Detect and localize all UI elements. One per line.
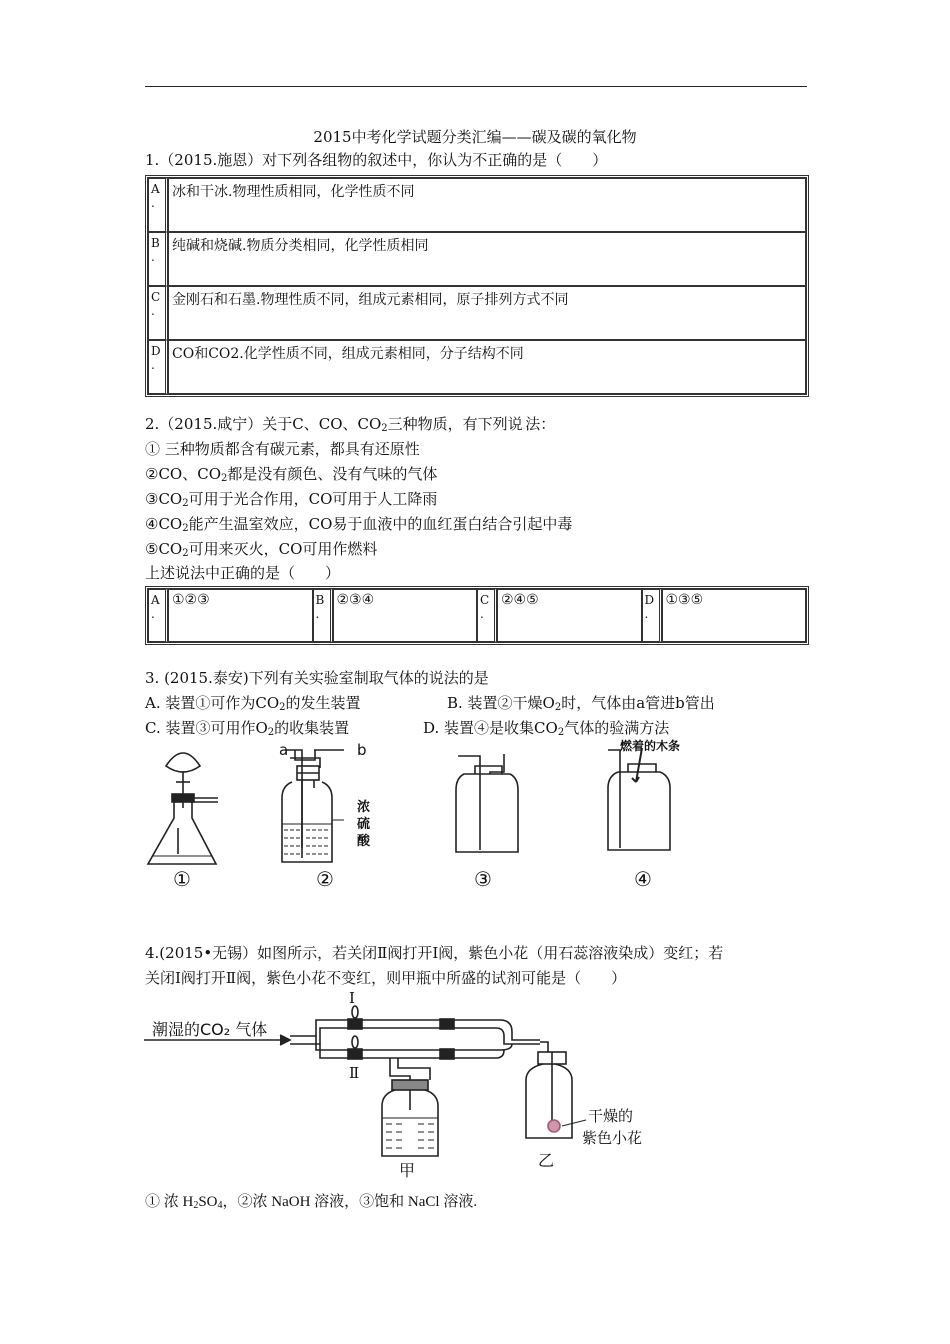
q3-stem: 3. (2015.泰安)下列有关实验室制取气体的说法的是 [145,669,489,687]
q2-statement-3: $③CO_2$可用于光合作用，CO可用于人工降雨 [145,490,438,509]
apparatus-number-3: ③ [474,867,492,891]
q2-statement-5: $⑤CO_2$可用来灭火，CO可用作燃料 [145,540,378,559]
burning-stick-bottle-icon [608,748,670,850]
q3-option-a: A. 装置①可作为$CO_2$的发生装置 [145,694,361,713]
q1-options-table [145,175,809,397]
page-title: 2015中考化学试题分类汇编——碳及碳的氧化物 [313,128,637,146]
q4-reagents: ① 浓 $H_2SO_4$，②浓 NaOH 溶液，③饱和 NaCl 溶液. [145,1194,478,1211]
q1-option-c [148,286,806,340]
option-text: CO和CO2.化学性质不同，组成元素相同，分子结构不同 [168,340,806,394]
valve-1-label: Ⅰ [349,989,355,1007]
apparatus-number-1: ① [173,867,191,891]
option-letter: B . [148,232,168,286]
valve-2-label: Ⅱ [349,1064,360,1082]
acid-label-2: 硫 [357,817,371,832]
q4-stem-line-2: 关闭Ⅰ阀打开Ⅱ阀，紫色小花不变红，则甲瓶中所盛的试剂可能是（ ） [145,969,627,987]
q3-option-b: B. 装置②干燥$O_2$时，气体由a管进b管出 [447,694,715,713]
q2-stem: 2.（2015.咸宁）关于C、CO、$CO_2$三种物质，有下列说.法： [145,415,556,434]
q2-statement-1: ① 三种物质都含有碳元素，都具有还原性 [145,440,420,458]
option-letter: D . [642,589,662,642]
option-text: ①③⑤ [662,589,807,642]
option-text: ②④⑤ [497,589,642,642]
moist-co2-label: 潮湿的CO₂ 气体 [152,1020,268,1039]
q1-stem: 1.（2015.施恩）对下列各组物的叙述中，你认为不正确的是（ ） [145,151,608,169]
tube-a-label: a [279,741,289,759]
option-text: 纯碱和烧碱.物质分类相同，化学性质相同 [168,232,806,286]
option-letter: A . [148,589,168,642]
option-letter: B . [313,589,333,642]
q1-option-a [148,178,806,232]
wash-bottle-icon [282,750,344,862]
option-text: ②③④ [333,589,478,642]
option-text: 冰和干冰.物理性质相同，化学性质不同 [168,178,806,232]
q3-option-d: D. 装置④是收集$CO_2$气体的验满方法 [423,719,670,738]
option-text: ①②③ [168,589,313,642]
apparatus-number-4: ④ [634,867,652,891]
q2-ask: 上述说法中正确的是（ ） [145,564,341,582]
flask-apparatus-icon [148,753,218,864]
header-rule [145,86,807,87]
tube-b-label: b [357,741,367,759]
apparatus-number-2: ② [316,867,334,891]
option-letter: C . [148,286,168,340]
option-letter: D . [148,340,168,394]
option-letter: C . [477,589,497,642]
q2-options-table [145,586,809,645]
bottle-jia-label: 甲 [399,1161,416,1180]
bottle-yi-label: 乙 [538,1151,555,1170]
flower-label-1: 干燥的 [588,1107,634,1125]
acid-label-1: 浓 [357,800,371,815]
q1-option-d [148,340,806,394]
collect-bottle-icon [456,754,518,852]
flower-label-2: 紫色小花 [582,1129,643,1147]
option-text: 金刚石和石墨.物理性质不同，组成元素相同，原子排列方式不同 [168,286,806,340]
q1-option-b [148,232,806,286]
q3-option-c: C. 装置③可用作$O_2$的收集装置 [145,719,350,738]
acid-label-3: 酸 [357,834,371,849]
q4-stem-line-1: 4.(2015•无锡）如图所示，若关闭Ⅱ阀打开Ⅰ阀，紫色小花（用石蕊溶液染成）变红；若 [145,944,724,962]
burning-stick-label: 燃着的木条 [620,739,681,753]
q2-statement-2: ②CO、$CO_2$都是没有颜色、没有气味的气体 [145,465,438,484]
q2-statement-4: $④CO_2$能产生温室效应，CO易于血液中的血红蛋白结合引起中毒 [145,515,573,534]
option-letter: A . [148,178,168,232]
